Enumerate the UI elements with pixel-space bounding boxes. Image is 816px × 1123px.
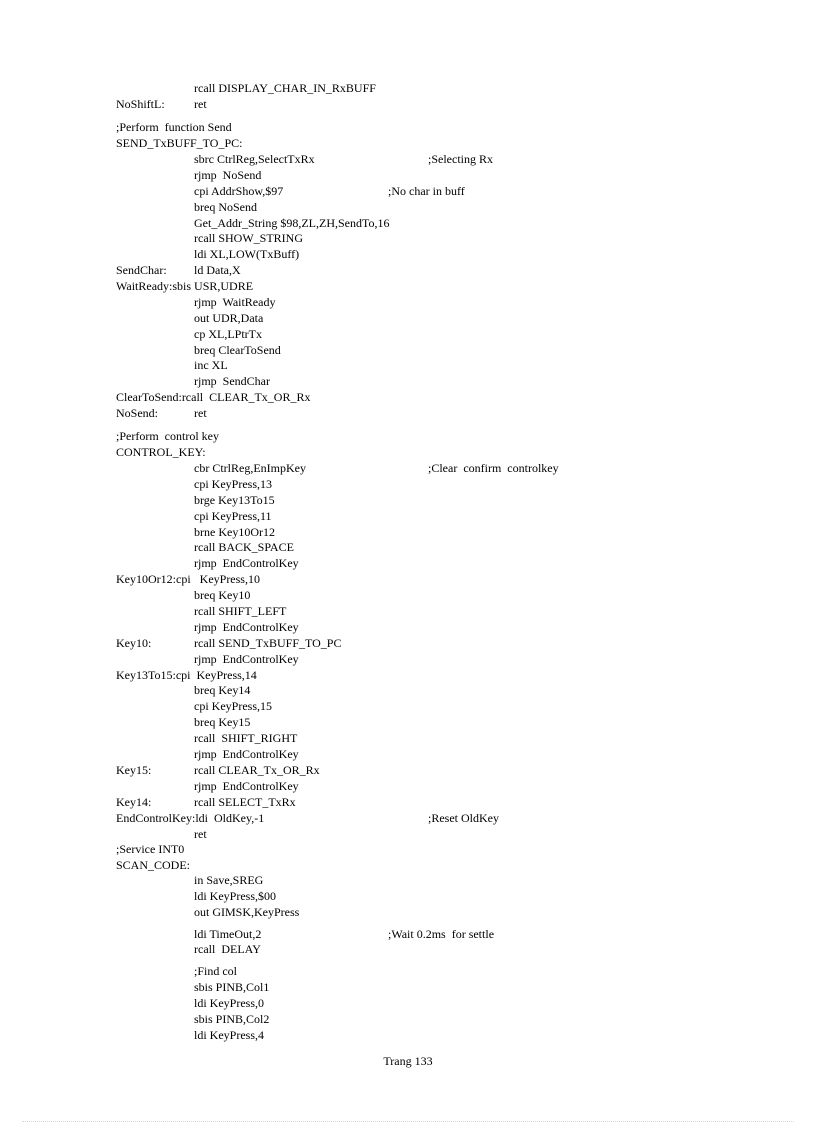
- code-line: [0, 698, 816, 714]
- code-line: [0, 979, 816, 995]
- code-line: [0, 508, 816, 524]
- code-label: ;Perform function Send: [116, 120, 232, 134]
- code-line: [0, 888, 816, 904]
- code-line: [0, 995, 816, 1011]
- code-line: [0, 119, 816, 135]
- code-line: [0, 342, 816, 358]
- code-instruction: rcall SHIFT_RIGHT: [194, 731, 298, 745]
- code-instruction: sbis PINB,Col1: [194, 980, 270, 994]
- code-instruction: rcall BACK_SPACE: [194, 540, 294, 554]
- code-instruction: sbrc CtrlReg,SelectTxRx: [194, 152, 315, 166]
- code-label: NoSend:: [116, 406, 158, 420]
- code-line: [0, 357, 816, 373]
- code-line: [0, 555, 816, 571]
- code-line: [0, 326, 816, 342]
- code-line: [0, 310, 816, 326]
- code-line: [0, 762, 816, 778]
- code-line: [0, 373, 816, 389]
- code-line: [0, 405, 816, 421]
- code-instruction: ret: [194, 406, 207, 420]
- code-line: [0, 667, 816, 683]
- code-instruction: cpi KeyPress,11: [194, 509, 272, 523]
- code-instruction: rcall SHIFT_LEFT: [194, 604, 287, 618]
- code-line: [0, 476, 816, 492]
- code-instruction: inc XL: [194, 358, 228, 372]
- code-line: [0, 444, 816, 460]
- code-instruction: ldi KeyPress,4: [194, 1028, 264, 1042]
- code-label: SCAN_CODE:: [116, 858, 191, 872]
- code-line: [0, 941, 816, 957]
- code-line: [0, 246, 816, 262]
- code-instruction: rjmp EndControlKey: [194, 747, 299, 761]
- code-line: [0, 651, 816, 667]
- code-line: [0, 294, 816, 310]
- code-label: WaitReady:sbis USR,UDRE: [116, 279, 254, 293]
- code-instruction: rcall SHOW_STRING: [194, 231, 303, 245]
- code-line: [0, 571, 816, 587]
- page-footer: Trang 133: [383, 1054, 433, 1068]
- code-comment: ;No char in buff: [388, 184, 465, 198]
- code-line: [0, 841, 816, 857]
- code-instruction: breq ClearToSend: [194, 343, 281, 357]
- code-instruction: rjmp EndControlKey: [194, 620, 299, 634]
- code-line: [0, 1027, 816, 1043]
- code-line: [0, 619, 816, 635]
- code-line: [0, 183, 816, 199]
- code-instruction: cpi AddrShow,$97: [194, 184, 284, 198]
- code-line: [0, 80, 816, 96]
- code-instruction: rcall DELAY: [194, 942, 261, 956]
- code-line: [0, 199, 816, 215]
- code-line: [0, 151, 816, 167]
- code-line: [0, 963, 816, 979]
- code-line: [0, 215, 816, 231]
- code-comment: ;Selecting Rx: [428, 152, 493, 166]
- code-instruction: ld Data,X: [194, 263, 241, 277]
- code-instruction: ret: [194, 827, 207, 841]
- code-line: [0, 794, 816, 810]
- code-instruction: brge Key13To15: [194, 493, 275, 507]
- code-label: SEND_TxBUFF_TO_PC:: [116, 136, 243, 150]
- code-line: [0, 389, 816, 405]
- code-instruction: breq NoSend: [194, 200, 257, 214]
- code-comment: ;Clear confirm controlkey: [428, 461, 559, 475]
- code-label: NoShiftL:: [116, 97, 165, 111]
- code-instruction: rjmp EndControlKey: [194, 779, 299, 793]
- code-line: [0, 428, 816, 444]
- code-line: [0, 492, 816, 508]
- code-label: ClearToSend:rcall CLEAR_Tx_OR_Rx: [116, 390, 311, 404]
- code-instruction: rjmp EndControlKey: [194, 556, 299, 570]
- code-line: [0, 524, 816, 540]
- code-line: [0, 926, 816, 942]
- code-instruction: breq Key15: [194, 715, 251, 729]
- code-line: [0, 1011, 816, 1027]
- code-label: ;Perform control key: [116, 429, 219, 443]
- page-bottom-rule: [22, 1121, 794, 1122]
- code-instruction: rjmp NoSend: [194, 168, 262, 182]
- code-line: [0, 857, 816, 873]
- code-line: [0, 872, 816, 888]
- code-label: CONTROL_KEY:: [116, 445, 206, 459]
- code-instruction: ret: [194, 97, 207, 111]
- code-instruction: rcall DISPLAY_CHAR_IN_RxBUFF: [194, 81, 376, 95]
- code-instruction: rjmp SendChar: [194, 374, 270, 388]
- code-instruction: rjmp EndControlKey: [194, 652, 299, 666]
- code-instruction: brne Key10Or12: [194, 525, 275, 539]
- code-line: [0, 635, 816, 651]
- code-line: [0, 746, 816, 762]
- code-line: [0, 714, 816, 730]
- code-instruction: rcall SELECT_TxRx: [194, 795, 296, 809]
- code-label: Key14:: [116, 795, 152, 809]
- code-instruction: in Save,SREG: [194, 873, 264, 887]
- code-instruction: out UDR,Data: [194, 311, 264, 325]
- code-line: [0, 135, 816, 151]
- code-line: [0, 603, 816, 619]
- code-instruction: rjmp WaitReady: [194, 295, 276, 309]
- code-instruction: breq Key10: [194, 588, 251, 602]
- code-line: [0, 230, 816, 246]
- code-line: [0, 682, 816, 698]
- code-instruction: ldi XL,LOW(TxBuff): [194, 247, 300, 261]
- code-line: [0, 826, 816, 842]
- code-label: Key10:: [116, 636, 152, 650]
- code-instruction: ;Find col: [194, 964, 238, 978]
- code-line: [0, 539, 816, 555]
- code-label: ;Service INT0: [116, 842, 185, 856]
- code-line: [0, 810, 816, 826]
- code-line: [0, 96, 816, 112]
- code-instruction: ldi KeyPress,$00: [194, 889, 276, 903]
- code-label: Key15:: [116, 763, 152, 777]
- code-label: Key13To15:cpi KeyPress,14: [116, 668, 257, 682]
- code-line: [0, 730, 816, 746]
- code-line: [0, 167, 816, 183]
- code-line: [0, 778, 816, 794]
- code-instruction: ldi TimeOut,2: [194, 927, 262, 941]
- code-line: [0, 460, 816, 476]
- code-line: [0, 904, 816, 920]
- code-instruction: ldi KeyPress,0: [194, 996, 264, 1010]
- code-comment: ;Reset OldKey: [428, 811, 499, 825]
- code-instruction: breq Key14: [194, 683, 251, 697]
- code-instruction: cpi KeyPress,15: [194, 699, 272, 713]
- code-instruction: cp XL,LPtrTx: [194, 327, 262, 341]
- code-comment: ;Wait 0.2ms for settle: [388, 927, 495, 941]
- code-line: [0, 278, 816, 294]
- code-instruction: out GIMSK,KeyPress: [194, 905, 300, 919]
- code-instruction: rcall SEND_TxBUFF_TO_PC: [194, 636, 342, 650]
- code-instruction: Get_Addr_String $98,ZL,ZH,SendTo,16: [194, 216, 390, 230]
- code-label: EndControlKey:ldi OldKey,-1: [116, 811, 265, 825]
- code-label: Key10Or12:cpi KeyPress,10: [116, 572, 260, 586]
- code-instruction: sbis PINB,Col2: [194, 1012, 270, 1026]
- code-instruction: cpi KeyPress,13: [194, 477, 272, 491]
- code-instruction: cbr CtrlReg,EnImpKey: [194, 461, 306, 475]
- code-line: [0, 587, 816, 603]
- code-label: SendChar:: [116, 263, 167, 277]
- code-line: [0, 262, 816, 278]
- code-instruction: rcall CLEAR_Tx_OR_Rx: [194, 763, 320, 777]
